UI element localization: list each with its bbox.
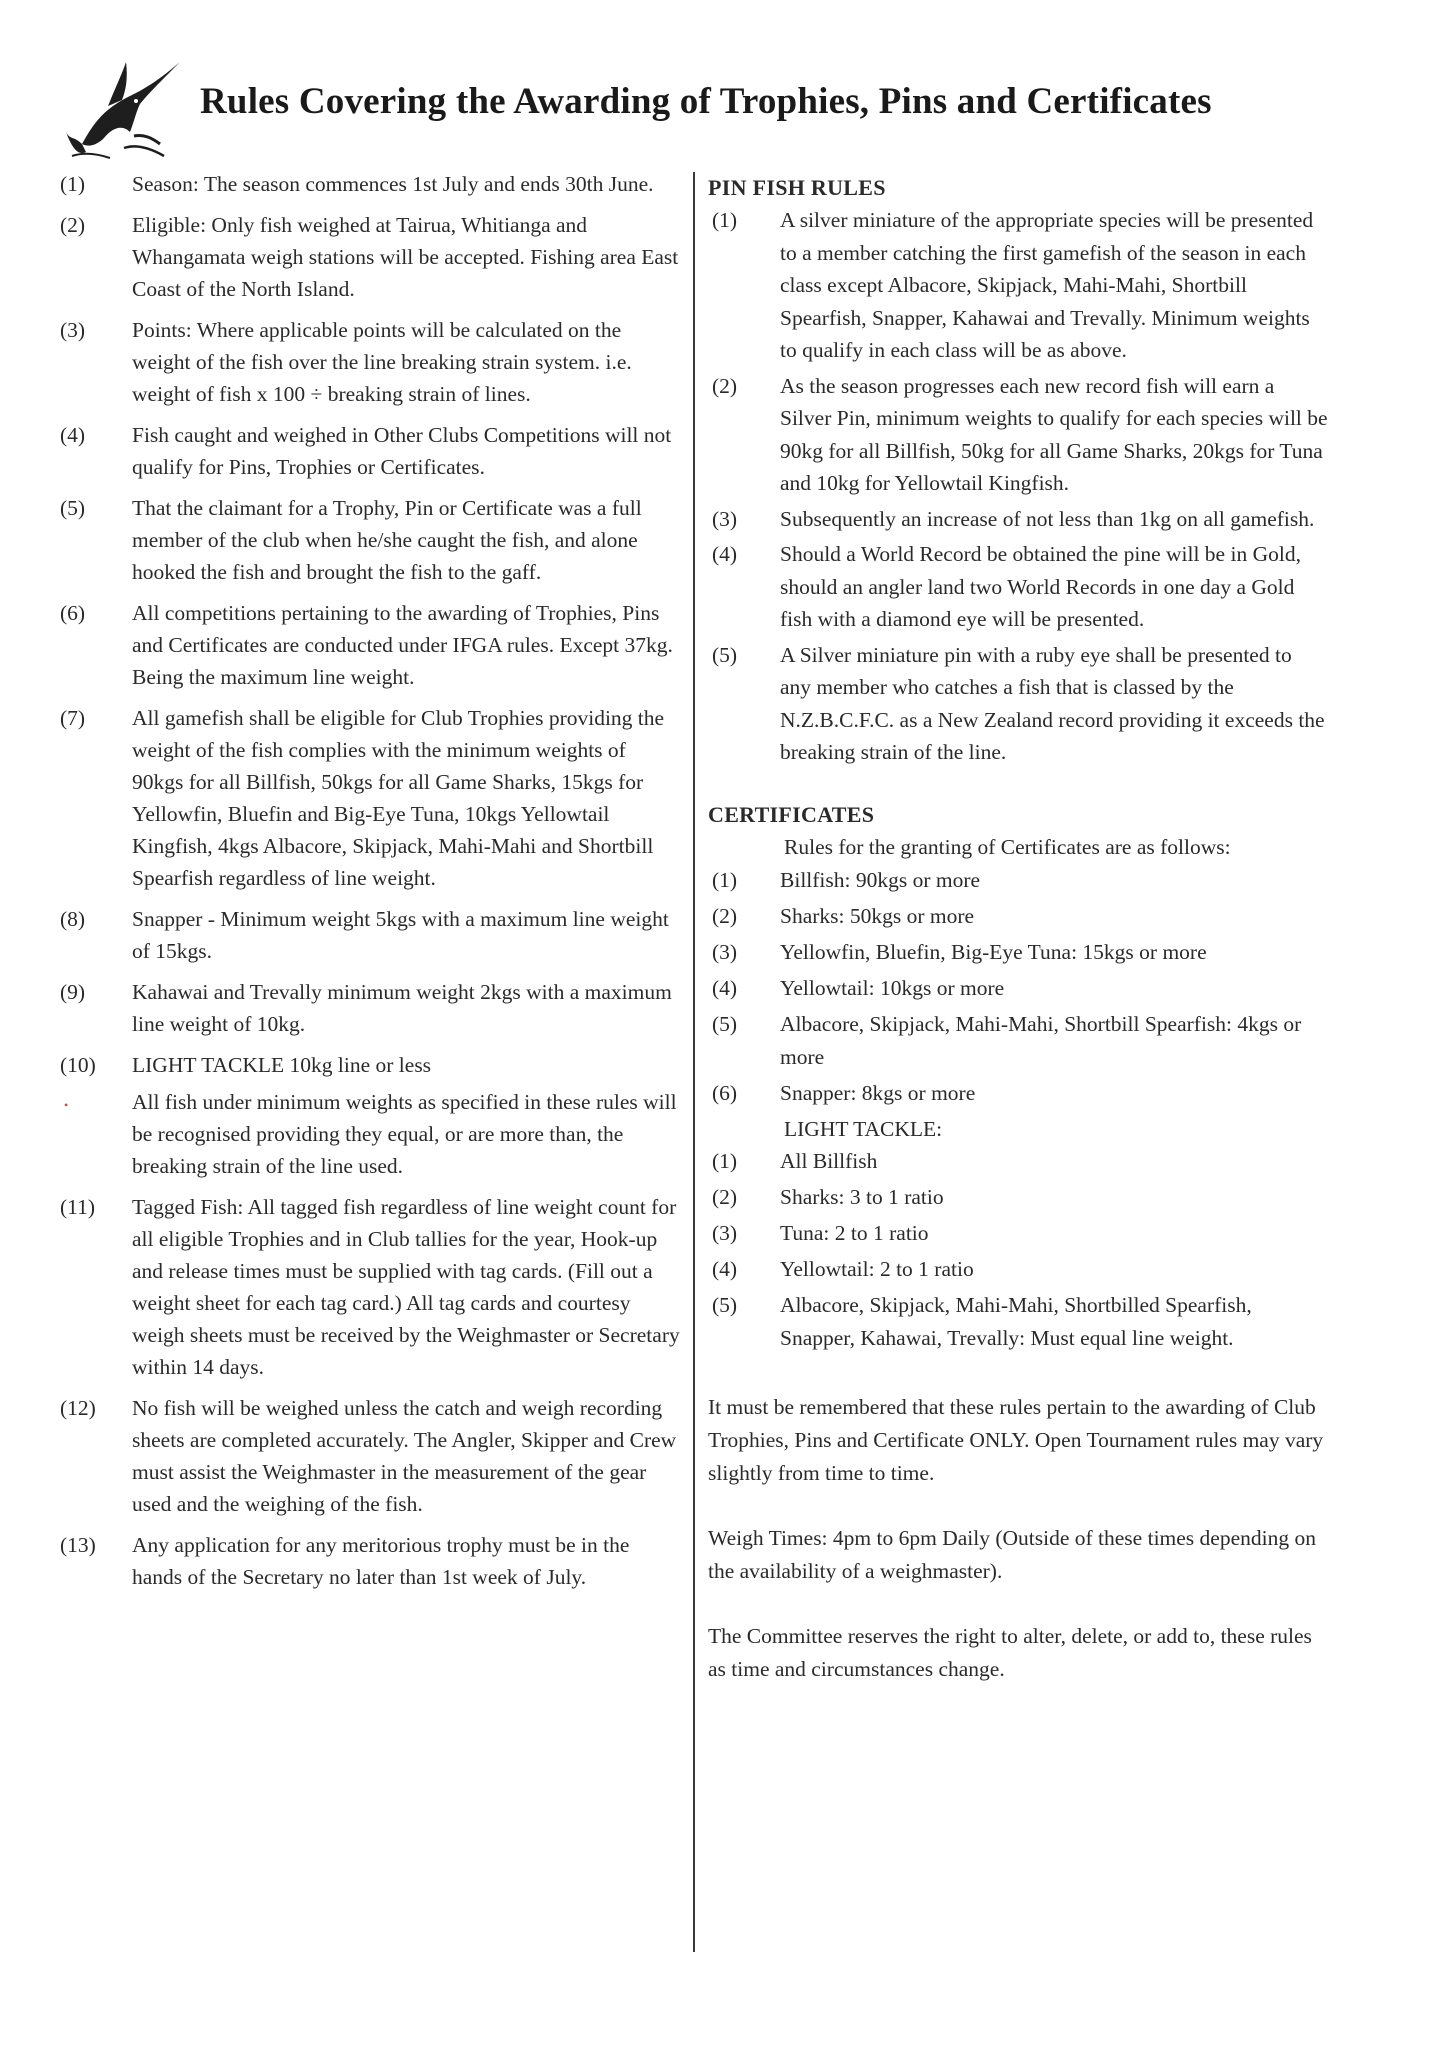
item-number: (2) (712, 1184, 738, 1209)
item-number: (2) (712, 903, 738, 928)
rule-number: (2) (712, 373, 738, 398)
rule-text: A Silver miniature pin with a ruby eye shall be presented to any member who catches a fish that is classed by the N.Z.B.C.F.C. as a New Zealand record providing it exceeds the breaking strain of the line. (780, 642, 1325, 764)
rule-number: (13) (60, 1533, 96, 1557)
pin-rule-item (708, 204, 1328, 367)
rule-item (60, 1392, 680, 1520)
light-tackle-item (708, 1253, 1328, 1286)
rule-text: Subsequently an increase of not less than 1kg on all gamefish. (780, 506, 1315, 531)
light-tackle-item (708, 1145, 1328, 1178)
rule-item (60, 1529, 680, 1593)
certificate-item (708, 972, 1328, 1005)
certificate-item (708, 936, 1328, 969)
rule-number: (7) (60, 706, 86, 730)
rule-number: (11) (60, 1195, 96, 1219)
item-number: (6) (712, 1080, 738, 1105)
item-text: Sharks: 50kgs or more (780, 903, 975, 928)
rules-scope-note: It must be remembered that these rules pertain to the awarding of Club Trophies, Pins and Certificate ONLY. Open Tournament rules may vary slightly from time to time. (708, 1394, 1324, 1485)
rule-text: Should a World Record be obtained the pine will be in Gold, should an angler land two World Records in one day a Gold fish with a diamond eye will be presented. (780, 542, 1301, 631)
rule-text: A silver miniature of the appropriate species will be presented to a member catching the first gamefish of the season in each class except Albacore, Skipjack, Mahi-Mahi, Shortbill Spearfish, Snapper, Kahawai and Trevally. Minimum weights to qualify in each class will be as above. (780, 208, 1314, 362)
rule-item (60, 209, 680, 305)
item-text: Albacore, Skipjack, Mahi-Mahi, Shortbill Spearfish: 4kgs or more (780, 1011, 1302, 1069)
rule-item (60, 419, 680, 483)
light-tackle-heading: LIGHT TACKLE: (784, 1116, 943, 1141)
item-number: (1) (712, 867, 738, 892)
item-number: (4) (712, 1256, 738, 1281)
item-text: Yellowtail: 2 to 1 ratio (780, 1256, 974, 1281)
certificate-item (708, 1077, 1328, 1110)
rule-number: (6) (60, 601, 86, 625)
rule-number: (2) (60, 213, 86, 237)
pin-rule-item (708, 370, 1328, 500)
rule-number: (8) (60, 907, 86, 931)
rule-text: Fish caught and weighed in Other Clubs Competitions will not qualify for Pins, Trophies or Certificates. (132, 423, 672, 479)
rule-text: As the season progresses each new record fish will earn a Silver Pin, minimum weights to qualify for each species will be 90kg for all Billfish, 50kg for all Game Sharks, 20kgs for Tuna and 10kg for Yellowtail Kingfish. (780, 373, 1328, 495)
item-number: (3) (712, 939, 738, 964)
rule-text: All gamefish shall be eligible for Club Trophies providing the weight of the fish complies with the minimum weights of 90kgs for all Billfish, 50kgs for all Game Sharks, 15kgs for Yellowfin, Bluefin and Big-Eye Tuna, 10kgs Yellowtail Kingfish, 4kgs Albacore, Skipjack, Mahi-Mahi and Shortbill Spearfish regardless of line weight. (132, 706, 665, 890)
marlin-logo-icon (64, 52, 184, 162)
rule-text: LIGHT TACKLE 10kg line or less (132, 1053, 432, 1077)
item-number: (1) (712, 1148, 738, 1173)
item-number: (5) (712, 1292, 738, 1317)
rule-number: (5) (712, 642, 738, 667)
light-tackle-item (708, 1217, 1328, 1250)
rule-text: Points: Where applicable points will be calculated on the weight of the fish over the line breaking strain system. i.e. weight of fish x 100 ÷ breaking strain of lines. (132, 318, 632, 406)
rule-text: Kahawai and Trevally minimum weight 2kgs with a maximum line weight of 10kg. (132, 980, 672, 1036)
item-text: Snapper: 8kgs or more (780, 1080, 976, 1105)
column-divider (693, 172, 695, 1952)
rule-text: That the claimant for a Trophy, Pin or Certificate was a full member of the club when he/she caught the fish, and alone hooked the fish and brought the fish to the gaff. (132, 496, 642, 584)
rule-number: (1) (712, 208, 738, 232)
rule-text: Snapper - Minimum weight 5kgs with a maximum line weight of 15kgs. (132, 907, 669, 963)
certificate-item (708, 900, 1328, 933)
rule-item (60, 168, 680, 200)
pins-certificates-column (708, 172, 1328, 1686)
item-text: Yellowtail: 10kgs or more (780, 975, 1005, 1000)
light-tackle-item (708, 1289, 1328, 1355)
bullet-mark-icon: • (64, 1098, 69, 1112)
item-text: Yellowfin, Bluefin, Big-Eye Tuna: 15kgs or more (780, 939, 1207, 964)
rule-number: (3) (60, 318, 86, 342)
weigh-times-note: Weigh Times: 4pm to 6pm Daily (Outside of these times depending on the availability of a weighmaster). (708, 1525, 1316, 1583)
item-text: Sharks: 3 to 1 ratio (780, 1184, 944, 1209)
pin-rule-item (708, 503, 1328, 536)
item-text: All Billfish (780, 1148, 878, 1173)
committee-note: The Committee reserves the right to alter, delete, or add to, these rules as time and circumstances change. (708, 1623, 1312, 1681)
rule-text: All competitions pertaining to the awarding of Trophies, Pins and Certificates are conducted under IFGA rules. Except 37kg. Being the maximum line weight. (132, 601, 673, 689)
rule-item (60, 492, 680, 588)
pin-fish-rules-heading: PIN FISH RULES (708, 175, 886, 200)
rule-number: (9) (60, 980, 86, 1004)
rule-number (60, 1086, 132, 1182)
rule-number: (5) (60, 496, 86, 520)
rule-item (60, 1049, 680, 1081)
item-text: Albacore, Skipjack, Mahi-Mahi, Shortbilled Spearfish, Snapper, Kahawai, Trevally: Must equal line weight. (780, 1292, 1252, 1350)
item-number: (4) (712, 975, 738, 1000)
certificates-intro: Rules for the granting of Certificates are as follows: (784, 834, 1231, 859)
certificate-item (708, 1008, 1328, 1074)
rule-item (60, 903, 680, 967)
pin-rule-item (708, 538, 1328, 636)
rule-text: Any application for any meritorious trophy must be in the hands of the Secretary no later than 1st week of July. (132, 1533, 630, 1589)
rule-number: (10) (60, 1053, 96, 1077)
certificate-item (708, 864, 1328, 897)
item-number: (5) (712, 1011, 738, 1036)
rule-text: Season: The season commences 1st July and ends 30th June. (132, 172, 654, 196)
pin-rule-item (708, 639, 1328, 769)
light-tackle-item (708, 1181, 1328, 1214)
item-text: Tuna: 2 to 1 ratio (780, 1220, 929, 1245)
rule-number: (3) (712, 506, 738, 531)
rule-text: All fish under minimum weights as specified in these rules will be recognised providing they equal, or are more than, the breaking strain of the line used. (132, 1090, 677, 1178)
rule-number: (4) (60, 423, 86, 447)
rule-item (60, 702, 680, 894)
rule-text: Eligible: Only fish weighed at Tairua, Whitianga and Whangamata weigh stations will be accepted. Fishing area East Coast of the North Island. (132, 213, 679, 301)
rule-item (60, 976, 680, 1040)
item-text: Billfish: 90kgs or more (780, 867, 981, 892)
rule-item (60, 1086, 680, 1182)
rule-item (60, 314, 680, 410)
general-rules-column (60, 168, 680, 1602)
rule-number: (4) (712, 542, 738, 566)
rule-text: Tagged Fish: All tagged fish regardless of line weight count for all eligible Trophies and in Club tallies for the year, Hook-up and release times must be supplied with tag cards. (Fill out a weight sheet for each tag card.) All tag cards and courtesy weigh sheets must be received by the Weighmaster or Secretary within 14 days. (132, 1195, 680, 1379)
rule-text: No fish will be weighed unless the catch and weigh recording sheets are completed accurately. The Angler, Skipper and Crew must assist the Weighmaster in the measurement of the gear used and the weighing of the fish. (132, 1396, 677, 1516)
rule-number: (12) (60, 1396, 96, 1420)
item-number: (3) (712, 1220, 738, 1245)
rule-item (60, 597, 680, 693)
certificates-heading: CERTIFICATES (708, 801, 875, 827)
rule-item (60, 1191, 680, 1383)
page-title: Rules Covering the Awarding of Trophies, Pins and Certificates (200, 81, 1212, 122)
rule-number: (1) (60, 172, 86, 196)
